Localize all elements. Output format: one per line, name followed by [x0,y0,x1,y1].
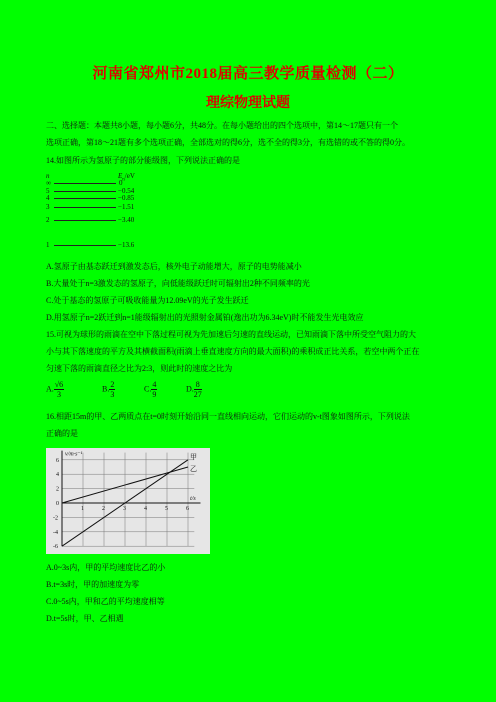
level-line [54,191,116,192]
y-tick-label: 4 [56,472,59,479]
x-tick-label: 2 [102,506,105,512]
x-tick-label: 1 [81,506,84,512]
q15-option-a: A. $\frac{√6}{3}$ [46,380,64,399]
page-subtitle: 理综物理试题 [206,96,290,111]
q16-option-c: C.0~5s内，甲和乙的平均速度相等 [46,597,165,606]
q14-option-d: D.用氢原子n=2跃迁到n=1能级辐射出的光照射金属铂(逸出功为6.34eV)时不能发生光电效应 [46,313,364,322]
level-e-inf: 0 [119,179,123,187]
instructions-line-1: 二、选择题：本题共8小题，每小题6分，共48分。在每小题给出的四个选项中，第14～17题只有一个 [46,121,398,130]
level-line [54,245,116,246]
q16-option-a: A.0~3s内，甲的平均速度比乙的小 [46,563,166,572]
q14-option-a: A.氢原子由基态跃迁到激发态后，核外电子动能增大，原子的电势能减小 [46,262,302,271]
diagram-n-label: n [46,172,50,180]
x-axis-label: t/s [190,496,196,502]
y-tick-label: -4 [53,529,58,536]
vt-chart-container [46,448,210,554]
x-tick-label: 3 [123,506,126,512]
q15-stem-3: 匀速下落的雨滴直径之比为2:3，则此时的速度之比为 [46,364,233,373]
q14-option-b: B.大量处于n=3激发态的氢原子，向低能级跃迁时可辐射出2种不同频率的光 [46,279,310,288]
series-label-2: 乙 [190,465,197,473]
diagram-e-label: $E_n/eV$ [118,172,135,183]
energy-level-diagram [46,172,156,256]
series-label-1: 甲 [190,452,197,461]
level-line [54,207,116,208]
q16-stem-2: 正确的是 [46,429,78,438]
y-axis-label: v/m·s⁻¹ [65,451,83,458]
x-tick-label: 4 [144,506,147,512]
y-tick-label: -2 [53,515,58,522]
vt-chart [46,448,210,554]
q15-option-b: B. $\frac{2}{3}$ [102,380,115,399]
level-n-2: 2 [46,216,50,224]
instructions-line-2: 选项正确，第18～21题有多个选项正确，全部选对的得6分，选不全的得3分，有选错的或不答的得0分。 [46,138,410,147]
level-e-5: −0.54 [118,187,135,195]
q15-stem-2: 小与其下落速度的平方及其横截面积(雨滴上垂直速度方向的最大面积)的乘积成正比关系，若空中两个正在 [46,347,420,356]
q16-stem-1: 16.相距15m的甲、乙两质点在t=0时刻开始沿同一直线相向运动，它们运动的v-t图象如图所示，下列说法 [46,412,410,421]
level-line [54,183,116,184]
level-e-4: −0.85 [118,194,135,202]
q14-option-c: C.处于基态的氢原子可吸收能量为12.09eV的光子发生跃迁 [46,296,249,305]
level-e-3: −1.51 [118,203,135,211]
level-line [54,220,116,221]
page-title: 河南省郑州市2018届高三教学质量检测（二） [92,66,404,82]
level-line [54,198,116,199]
level-n-5: 5 [46,187,50,195]
level-e-1: −13.6 [118,241,135,249]
level-n-3: 3 [46,203,50,211]
x-tick-label: 5 [165,506,168,512]
level-n-1: 1 [46,241,50,249]
q15-stem-1: 15.可视为球形的雨滴在空中下落过程可视为先加速后匀速的直线运动，已知雨滴下落中所受空气阻力的大 [46,330,416,339]
y-tick-label: 6 [56,457,59,464]
level-e-2: −3.40 [118,216,135,224]
level-n-inf: ∞ [46,179,51,187]
q15-option-d: D. $\frac{8}{27}$ [186,380,202,399]
q14-stem: 14.如图所示为氢原子的部分能级图，下列说法正确的是 [46,156,240,165]
y-tick-label: 0 [56,501,59,507]
q16-option-d: D.t=5s时，甲、乙相遇 [46,614,124,623]
q16-option-b: B.t=3s时，甲的加速度为零 [46,580,140,589]
level-n-4: 4 [46,194,50,202]
q15-option-c: C. $\frac{4}{9}$ [144,380,157,399]
y-tick-label: -6 [53,544,58,551]
y-tick-label: 2 [56,486,59,493]
x-tick-label: 6 [186,506,189,512]
